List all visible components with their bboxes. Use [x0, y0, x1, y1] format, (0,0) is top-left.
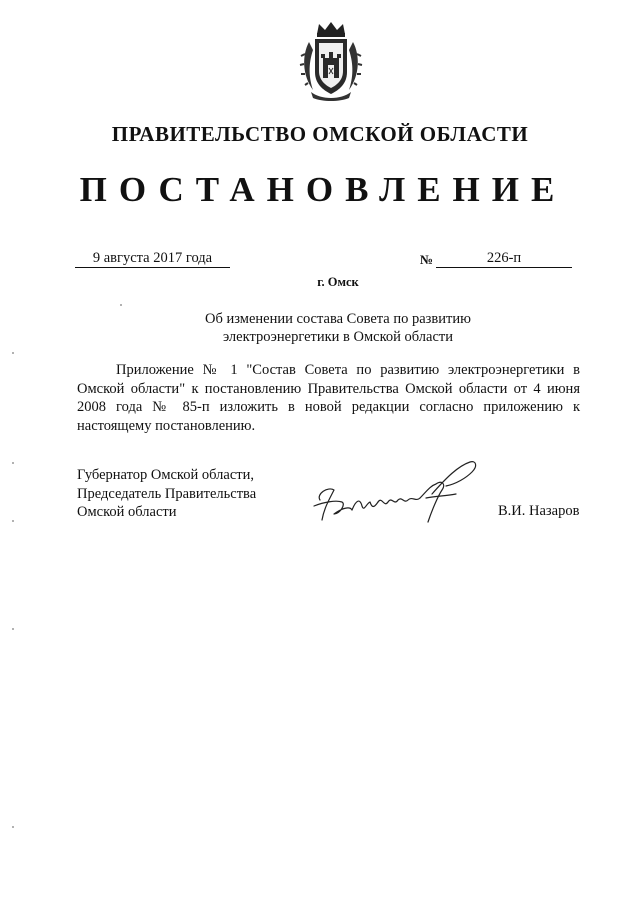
subject-line-2: электроэнергетики в Омской области	[222, 329, 454, 345]
signer-title-line-3: Омской области	[77, 504, 177, 520]
scan-speck	[12, 628, 14, 630]
scan-speck	[12, 520, 14, 522]
subject-line-1: Об изменении состава Совета по развитию	[205, 311, 471, 327]
signer-title-line-1: Губернатор Омской области,	[77, 467, 254, 483]
government-title: ПРАВИТЕЛЬСТВО ОМСКОЙ ОБЛАСТИ	[111, 122, 529, 146]
body-paragraph: Приложение № 1 "Состав Совета по развитию электроэнергетики в Омской области" к постановлению Правительства Омской области от 4 июня 2008 года № 85-п изложить в новой редакции согласно приложению к настоящему постановлению.	[77, 362, 580, 434]
scan-speck	[12, 352, 14, 354]
signer-title-line-2: Председатель Правительства	[77, 485, 257, 502]
document-date: 9 августа 2017 года	[75, 249, 230, 268]
scan-speck	[12, 462, 14, 464]
scan-speck	[120, 304, 122, 306]
handwritten-signature	[306, 456, 486, 526]
document-city: г. Омск	[317, 275, 359, 289]
number-label: №	[420, 252, 434, 267]
document-number: 226-п	[436, 249, 572, 268]
coat-of-arms-icon	[299, 20, 363, 102]
signer-title	[77, 466, 256, 522]
signer-name: В.И. Назаров	[498, 503, 580, 519]
document-type-title: ПОСТАНОВЛЕНИЕ	[79, 170, 567, 209]
document-subject	[0, 310, 640, 346]
scan-speck	[12, 826, 14, 828]
